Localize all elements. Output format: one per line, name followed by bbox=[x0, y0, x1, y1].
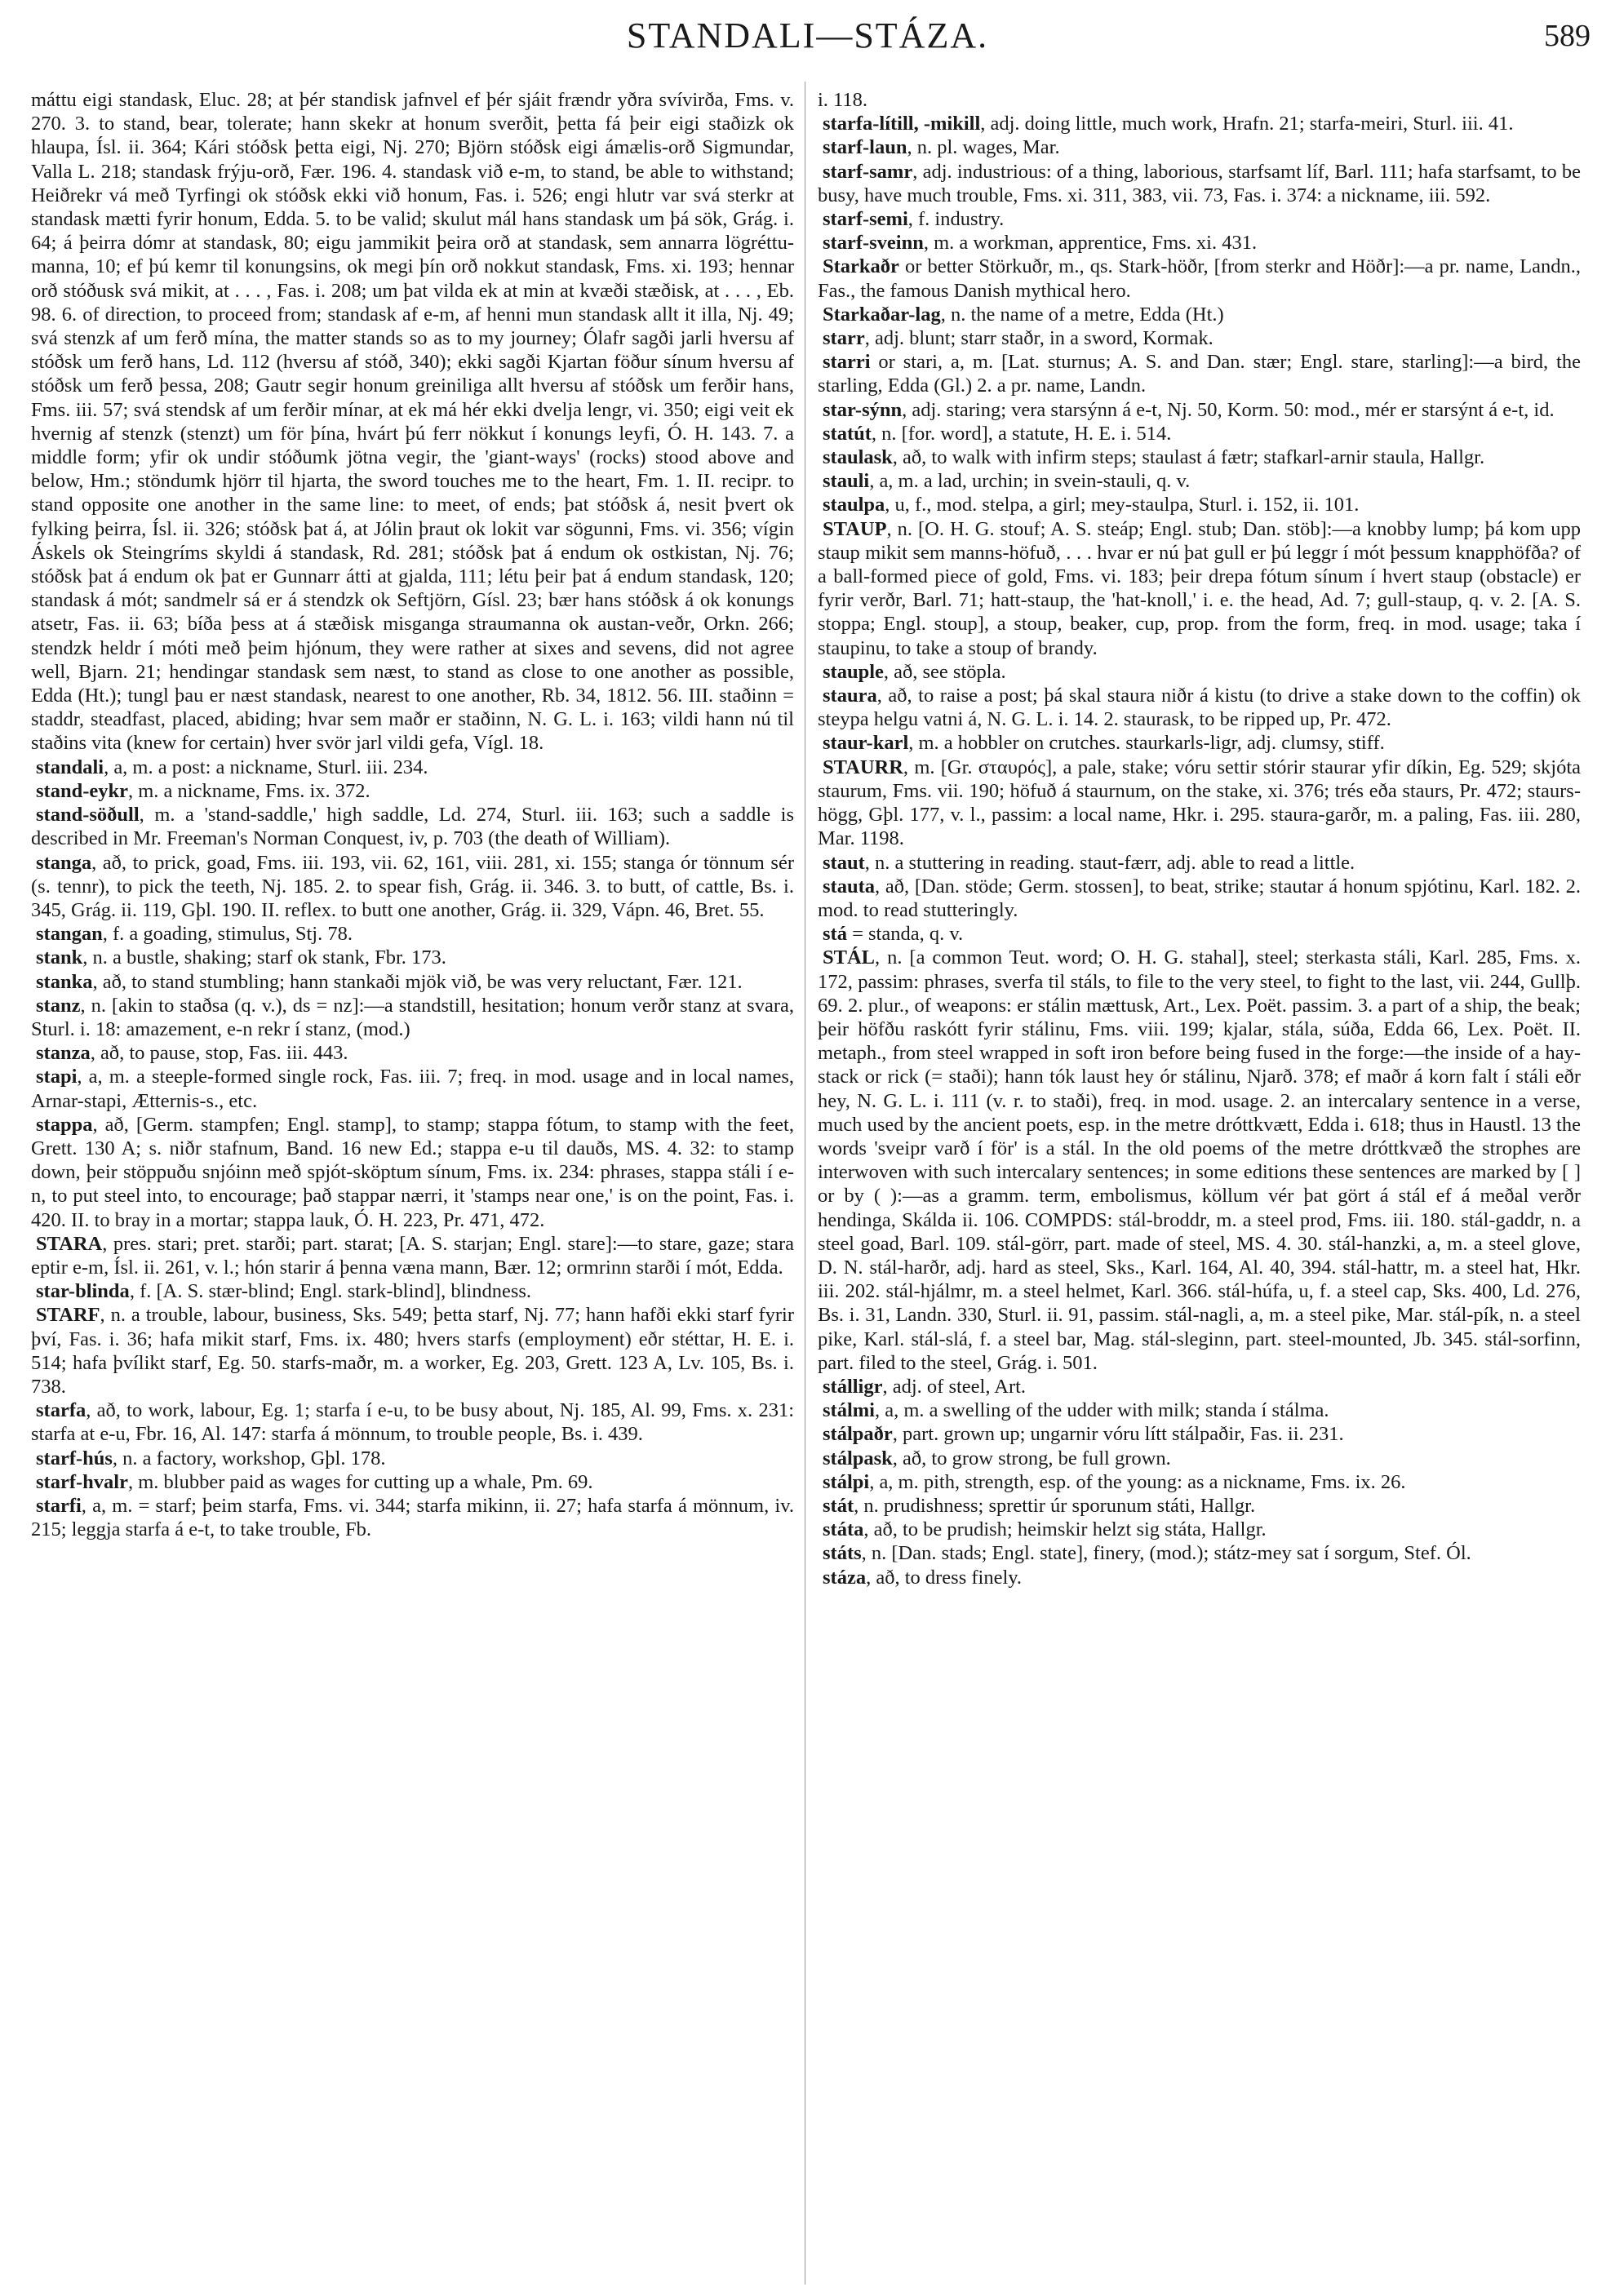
entry-definition: , að, to dress finely. bbox=[866, 1566, 1023, 1589]
dictionary-entry bbox=[31, 946, 794, 969]
dictionary-entry bbox=[818, 922, 1581, 946]
dictionary-entry bbox=[31, 756, 794, 779]
entry-definition: , m. [Gr. σταυρός], a pale, stake; vóru settir stórir staurar yfir díkin, Eg. 529; skjóta staurum, Fms. vii. 190; höfuð á staurnum, on the stake, xi. 376; trés eða staurs, Pr. 472; staurs-högg, Gþl. 177, v. l., passim: a local name, Hkr. i. 295. staura-garðr, m. a paling, Fas. iii. 280, Mar. 1198. bbox=[818, 756, 1581, 850]
dictionary-entry bbox=[31, 1303, 794, 1398]
dictionary-entry bbox=[818, 445, 1581, 469]
entry-headword: starfa bbox=[36, 1399, 87, 1422]
entry-headword: stanza bbox=[36, 1042, 91, 1065]
entry-headword: STARF bbox=[36, 1304, 100, 1327]
entry-definition: , a, m. pith, strength, esp. of the young: as a nickname, Fms. ix. 26. bbox=[869, 1470, 1406, 1493]
dictionary-entry bbox=[818, 255, 1581, 302]
dictionary-entry bbox=[818, 207, 1581, 231]
entry-headword: stanka bbox=[36, 970, 93, 993]
entry-definition: , adj. staring; vera starsýnn á e-t, Nj. 50, Korm. 50: mod., mér er starsýnt á e-t, id. bbox=[902, 398, 1555, 421]
dictionary-entry bbox=[818, 1518, 1581, 1541]
dictionary-entry bbox=[818, 660, 1581, 684]
dictionary-entry bbox=[818, 1422, 1581, 1446]
dictionary-entry bbox=[31, 1447, 794, 1470]
entry-definition: , að, to work, labour, Eg. 1; starfa í e-u, to be busy about, Nj. 185, Al. 99, Fms. x. 231: starfa at e-u, Fbr. 16, Al. 147: starfa á mönnum, to trouble people, Bs. i. 439. bbox=[31, 1399, 794, 1446]
entry-definition: , að, [Germ. stampfen; Engl. stamp], to stamp; stappa fótum, to stamp with the feet, Grett. 130 A; s. niðr stafnum, Band. 16 new Ed.; stappa e-u til dauðs, MS. 4. 32: to stamp down, þeir stöppuðu snjóinn með spjót-sköptum sínum, Fms. ix. 234: phrases, stappa stáli í e-n, to put steel into, to encourage; það stappar nærri, it 'stamps near one,' is on the point, Fas. i. 420. II. to bray in a mortar; stappa lauk, Ó. H. 223, Pr. 471, 472. bbox=[31, 1113, 794, 1231]
entry-definition: , að, see stöpla. bbox=[883, 660, 1006, 683]
dictionary-entry bbox=[818, 684, 1581, 731]
entry-definition: , adj. of steel, Art. bbox=[882, 1375, 1027, 1398]
entry-definition: , a, m. a swelling of the udder with milk; standa í stálma. bbox=[874, 1399, 1329, 1422]
entry-definition: or better Störkuðr, m., qs. Stark-höðr, [from sterkr and Höðr]:—a pr. name, Landn., Fas., the famous Danish mythical hero. bbox=[818, 255, 1581, 302]
entry-definition: , n. a bustle, shaking; starf ok stank, Fbr. 173. bbox=[82, 946, 446, 969]
entry-headword: staut bbox=[823, 851, 865, 874]
entry-headword: staur-karl bbox=[823, 732, 909, 755]
page-header bbox=[0, 15, 1615, 64]
dictionary-entry bbox=[818, 1541, 1581, 1565]
dictionary-entry bbox=[818, 422, 1581, 445]
dictionary-entry bbox=[818, 112, 1581, 135]
entry-headword: staulpa bbox=[823, 494, 885, 516]
entry-definition: , m. a workman, apprentice, Fms. xi. 431. bbox=[923, 232, 1258, 255]
dictionary-entry bbox=[818, 946, 1581, 1375]
entry-definition: , f. [A. S. stær-blind; Engl. stark-blind], blindness. bbox=[129, 1280, 532, 1303]
entry-definition: , n. pl. wages, Mar. bbox=[907, 136, 1060, 159]
entry-definition: , a, m. a lad, urchin; in svein-stauli, q. v. bbox=[869, 470, 1191, 493]
entry-headword: stank bbox=[36, 946, 83, 969]
entry-definition: , adj. blunt; starr staðr, in a sword, Kormak. bbox=[864, 327, 1213, 350]
dictionary-entry bbox=[31, 922, 794, 946]
dictionary-entry bbox=[818, 469, 1581, 493]
entry-definition: , að, to stand stumbling; hann stankaði mjök við, be was very reluctant, Fær. 121. bbox=[92, 970, 743, 993]
entry-headword: Starkaðr bbox=[823, 255, 899, 278]
dictionary-entry bbox=[31, 1494, 794, 1541]
dictionary-entry bbox=[31, 1041, 794, 1065]
dictionary-entry bbox=[31, 994, 794, 1041]
entry-definition: , m. blubber paid as wages for cutting up a whale, Pm. 69. bbox=[127, 1470, 593, 1493]
entry-headword: stangan bbox=[36, 923, 103, 946]
dictionary-entry bbox=[818, 1398, 1581, 1422]
dictionary-entry bbox=[31, 803, 794, 850]
entry-definition: , að, to grow strong, be full grown. bbox=[892, 1447, 1171, 1469]
dictionary-entry bbox=[818, 731, 1581, 755]
entry-headword: stálpi bbox=[823, 1470, 870, 1493]
entry-definition: i. 118. bbox=[818, 89, 868, 111]
entry-headword: starf-laun bbox=[823, 136, 907, 159]
entry-headword: starf-samr bbox=[823, 160, 913, 183]
entry-headword: starfi bbox=[36, 1494, 82, 1517]
dictionary-entry bbox=[818, 1494, 1581, 1518]
dictionary-entry bbox=[31, 1232, 794, 1279]
entry-headword: starfa-lítill, -mikill bbox=[823, 113, 981, 135]
right-column bbox=[818, 88, 1581, 1589]
entry-definition: = standa, q. v. bbox=[846, 923, 964, 946]
entry-headword: STARA bbox=[36, 1232, 103, 1255]
entry-definition: , n. [a common Teut. word; O. H. G. stahal], steel; sterkasta stáli, Karl. 285, Fms. x. 172, passim: phrases, sverfa til stáls, to file to the very steel, to fight to the last, vii. 244, Gullþ. 69. 2. plur., of weapons: er stálin mættusk, Art., Lex. Poët. passim. 3. a part of a ship, the beak; þeir höfðu raskótt fyrir stálinu, Fms. viii. 199; kjalar, stála, súða, Edda 66, Lex. Poët. II. metaph., from steel wrapped in soft iron before being fused in the forge:—the inside of a hay-stack or rick (= staði); hann tók laust hey ór stálinu, Njarð. 378; ef maðr á korn falt í stáli eðr hey, N. G. L. i. 111 (v. r. to staði), freq. in mod. usage. 2. an intercalary sentence in a verse, much used by the ancient poets, esp. in the metre dróttkvætt, Edda i. 618; thus in Haustl. 13 the words 'sveipr varð í för' is a stál. In the old poems of the metre dróttkvæð the strophes are interwoven with such intercalary sentences; in some editions these sentences are marked by [ ] or by ( ):—as a gramm. term, embolismus, köllum vér þat gört á stál ef á meðal verðr hendinga, Skálda ii. 106. COMPDS: stál-broddr, m. a steel prod, Fms. iii. 180. stál-gaddr, n. a steel goad, Barl. 109. stál-görr, part. made of steel, MS. 4. 30. stál-hanzki, a, m. a steel glove, D. N. stál-harðr, adj. hard as steel, Sks., Karl. 164, Al. 40, 394. stál-hattr, m. a steel hat, Hkr. iii. 202. stál-hjálmr, m. a steel helmet, Karl. 366. stál-húfa, u, f. a steel cap, Sks. 400, Ld. 276, Bs. i. 31, Landn. 330, Sturl. ii. 91, passim. stál-nagli, a, m. a steel pike, Mar. stál-pík, n. a steel pike, Karl. stál-slá, f. a steel bar, Mag. stál-sleginn, part. steel-mounted, Jb. 345. stál-sorfinn, part. filed to the steel, Grág. i. 501. bbox=[818, 946, 1581, 1374]
dictionary-entry bbox=[31, 1279, 794, 1303]
entry-headword: státa bbox=[823, 1518, 864, 1541]
dictionary-entry bbox=[818, 303, 1581, 326]
dictionary-entry bbox=[818, 398, 1581, 422]
entry-headword: starf-semi bbox=[823, 208, 908, 231]
entry-headword: starr bbox=[823, 327, 865, 350]
entry-definition: , að, to be prudish; heimskir helzt sig státa, Hallgr. bbox=[863, 1518, 1267, 1541]
dictionary-entry bbox=[818, 160, 1581, 207]
entry-definition: , adj. industrious: of a thing, laborious, starfsamt líf, Barl. 111; hafa starfsamt, to be busy, have much trouble, Fms. xi. 311, 383, vii. 73, Fas. i. 374: a nickname, iii. 592. bbox=[818, 160, 1581, 206]
dictionary-entry bbox=[31, 779, 794, 803]
entry-headword: stauta bbox=[823, 875, 875, 898]
dictionary-entry bbox=[818, 326, 1581, 350]
entry-headword: stauli bbox=[823, 470, 870, 493]
entry-headword: star-sýnn bbox=[823, 398, 903, 421]
dictionary-entry bbox=[818, 135, 1581, 159]
entry-continuation bbox=[31, 88, 794, 756]
entry-definition: , n. prudishness; sprettir úr sporunum státi, Hallgr. bbox=[854, 1494, 1256, 1517]
entry-definition: , að, [Dan. stöde; Germ. stossen], to beat, strike; stautar á honum spjótinu, Karl. 182. 2. mod. to read stutteringly. bbox=[818, 875, 1581, 921]
entry-headword: starf-hús bbox=[36, 1447, 113, 1469]
dictionary-entry bbox=[818, 1375, 1581, 1398]
entry-headword: stálpask bbox=[823, 1447, 893, 1469]
entry-headword: stanga bbox=[36, 851, 92, 874]
entry-headword: statút bbox=[823, 422, 872, 445]
dictionary-entry bbox=[818, 1566, 1581, 1589]
dictionary-entry bbox=[818, 517, 1581, 660]
entry-definition: , a, m. a steeple-formed single rock, Fas. iii. 7; freq. in mod. usage and in local names, Arnar-stapi, Ætternis-s., etc. bbox=[31, 1066, 794, 1112]
entry-definition: , n. the name of a metre, Edda (Ht.) bbox=[940, 303, 1224, 326]
entry-headword: stand-eykr bbox=[36, 779, 128, 802]
left-column bbox=[31, 88, 794, 1541]
entry-headword: starf-hvalr bbox=[36, 1470, 128, 1493]
dictionary-entry bbox=[31, 1113, 794, 1232]
entry-headword: STÁL bbox=[823, 946, 876, 969]
entry-definition: , m. a 'stand-saddle,' high saddle, Ld. 274, Sturl. iii. 163; such a saddle is described in Mr. Freeman's Norman Conquest, iv, p. 703 (the death of William). bbox=[31, 804, 794, 850]
entry-definition: , að, to prick, goad, Fms. iii. 193, vii. 62, 161, viii. 281, xi. 155; stanga ór tönnum sér (s. tennr), to pick the teeth, Nj. 185. 2. to spear fish, Grág. ii. 346. 3. to butt, of cattle, Bs. i. 345, Grág. ii. 119, Gþl. 190. II. reflex. to butt one another, Grág. ii. 329, Vápn. 46, Bret. 55. bbox=[31, 851, 794, 921]
entry-headword: stappa bbox=[36, 1113, 93, 1136]
dictionary-entry bbox=[818, 493, 1581, 516]
dictionary-entry bbox=[31, 1470, 794, 1494]
entry-headword: stálmi bbox=[823, 1399, 875, 1422]
dictionary-entry bbox=[31, 851, 794, 923]
dictionary-entry bbox=[818, 350, 1581, 397]
entry-headword: stá bbox=[823, 923, 847, 946]
entry-definition: , f. industry. bbox=[907, 208, 1005, 231]
entry-headword: starf-sveinn bbox=[823, 232, 924, 255]
entry-headword: standali bbox=[36, 756, 104, 778]
dictionary-entry bbox=[818, 756, 1581, 851]
entry-definition: , n. [for. word], a statute, H. E. i. 514. bbox=[871, 422, 1172, 445]
dictionary-entry bbox=[818, 231, 1581, 255]
dictionary-entry bbox=[818, 851, 1581, 875]
entry-headword: stálpaðr bbox=[823, 1423, 893, 1446]
page-title: STANDALI—STÁZA. bbox=[626, 16, 989, 55]
entry-headword: stapi bbox=[36, 1066, 78, 1088]
dictionary-entry bbox=[31, 1398, 794, 1446]
entry-definition: , u, f., mod. stelpa, a girl; mey-staulpa, Sturl. i. 152, ii. 101. bbox=[885, 494, 1360, 516]
dictionary-entry bbox=[31, 1065, 794, 1112]
entry-definition: , n. [Dan. stads; Engl. state], finery, (mod.); státz-mey sat í sorgum, Stef. Ól. bbox=[861, 1542, 1471, 1565]
entry-definition: , m. a nickname, Fms. ix. 372. bbox=[127, 779, 370, 802]
entry-headword: stand-söðull bbox=[36, 804, 140, 827]
entry-definition: , n. a factory, workshop, Gþl. 178. bbox=[112, 1447, 386, 1469]
entry-headword: star-blinda bbox=[36, 1280, 130, 1303]
entry-definition: , a, m. a post: a nickname, Sturl. iii. 234. bbox=[104, 756, 428, 778]
entry-definition: , f. a goading, stimulus, Stj. 78. bbox=[102, 923, 353, 946]
entry-definition: , m. a hobbler on crutches. staurkarls-ligr, adj. clumsy, stiff. bbox=[908, 732, 1385, 755]
entry-headword: státs bbox=[823, 1542, 862, 1565]
entry-definition: , a, m. = starf; þeim starfa, Fms. vi. 344; starfa mikinn, ii. 27; hafa starfa á mönnum, iv. 215; leggja starfa á e-t, to take trouble, Fb. bbox=[31, 1494, 794, 1541]
entry-headword: stálligr bbox=[823, 1375, 883, 1398]
entry-headword: starri bbox=[823, 351, 871, 374]
entry-definition: , n. [akin to staðsa (q. v.), ds = nz]:—a standstill, hesitation; honum verðr stanz at svara, Sturl. i. 18: amazement, e-n rekr í stanz, (mod.) bbox=[31, 994, 794, 1040]
page-number: 589 bbox=[1544, 19, 1591, 53]
entry-definition: , n. [O. H. G. stouf; A. S. steáp; Engl. stub; Dan. stöb]:—a knobby lump; þá kom upp staup mikit sem manns-höfuð, . . . hvar er nú þat gull er þú leggr í mót þessum knapphöfða? of a ball-formed piece of gold, Fms. vi. 183; þeir drepa fótum sínum í hvert staup (obstacle) er fyrir verðr, Barl. 71; hatt-staup, the 'hat-knoll,' i. e. the head, Ad. 7; gull-staup, q. v. 2. [A. S. stoppa; Engl. stoup], a stoup, beaker, cup, prop. from the form, freq. in mod. usage; taka í staupinu, to take a stoup of brandy. bbox=[818, 517, 1581, 659]
entry-headword: stáza bbox=[823, 1566, 867, 1589]
entry-headword: staura bbox=[823, 685, 877, 707]
entry-definition: or stari, a, m. [Lat. sturnus; A. S. and Dan. stær; Engl. stare, starling]:—a bird, the starling, Edda (Gl.) 2. a pr. name, Landn. bbox=[818, 351, 1581, 397]
entry-definition: , n. a stuttering in reading. staut-færr, adj. able to read a little. bbox=[864, 851, 1355, 874]
entry-headword: staulask bbox=[823, 446, 893, 469]
entry-definition: , pres. stari; pret. starði; part. starat; [A. S. starjan; Engl. stare]:—to stare, gaze; stara eptir e-m, Ísl. ii. 261, v. l.; hón starir á þenna væna mann, Bær. 12; ormrinn starði í mót, Edda. bbox=[31, 1232, 794, 1279]
entry-definition: , að, to pause, stop, Fas. iii. 443. bbox=[90, 1042, 348, 1065]
entry-headword: STAURR bbox=[823, 756, 903, 778]
entry-definition: , að, to raise a post; þá skal staura niðr á kistu (to drive a stake down to the coffin) ok steypa helgu vatni á, N. G. L. i. 14. 2. staurask, to be ripped up, Pr. 472. bbox=[818, 685, 1581, 731]
entry-headword: STAUP bbox=[823, 517, 887, 540]
dictionary-entry bbox=[31, 970, 794, 994]
dictionary-entry bbox=[818, 875, 1581, 922]
entry-headword: stanz bbox=[36, 994, 81, 1017]
entry-definition: , part. grown up; ungarnir vóru lítt stálpaðir, Fas. ii. 231. bbox=[892, 1423, 1344, 1446]
entry-headword: stauple bbox=[823, 660, 884, 683]
entry-definition: , n. a trouble, labour, business, Sks. 549; þetta starf, Nj. 77; hann hafði ekki starf fyrir því, Fas. i. 36; hafa mikit starf, Fms. ix. 480; hvers starfs (employment) eðr stéttar, H. E. i. 514; hafa þvílikt starf, Eg. 50. starfs-maðr, m. a worker, Eg. 203, Grett. 123 A, Lv. 105, Bs. i. 738. bbox=[31, 1304, 794, 1398]
entry-definition: máttu eigi standask, Eluc. 28; at þér standisk jafnvel ef þér sjáit frændr yðra svívirða, Fms. v. 270. 3. to stand, bear, tolerate; hann skekr at honum sverðit, þetta fá þeir eigi staðizk ok hlaupa, Ísl. ii. 364; Kári stóðsk þetta eigi, Nj. 270; Björn stóðsk eigi ámælis-orð Sigmundar, Valla L. 218; standask frýju-orð, Fær. 196. 4. standask við e-m, to stand, be able to withstand; Heiðrekr vá með Tyrfingi ok stóðsk ekki við honum, Fas. i. 526; engi hlutr var svá sterkr at standask mætti fyrir honum, Edda. 5. to be valid; skulut mál hans standask um þá sök, Grág. i. 64; á þeirra dómr at standask, 80; eigu jammikit þeira orð at standask, sem annarra lögréttu-manna, 10; ef þú kemr til konungsins, ok megi þín orð nokkut standask, Fms. xi. 193; hennar orð stóðusk svá mikit, at . . . , Fas. i. 208; um þat vilda ek at min at kvæði stæðisk, at . . . , Eb. 98. 6. of direction, to proceed from; standask af e-m, af henni mun standask allt it illa, Nj. 49; svá stenzk af um ferð mína, the matter stands so as to my journey; Ólafr sagði jarli hversu af stóðsk um ferð hans, Ld. 112 (hversu af stóð, 340); ekki sagði Kjartan föður sínum hversu af stóðsk um ferð þessa, 208; Gautr segir honum greiniliga allt hversu af stóðsk um ferðir hans, Fms. iii. 57; svá stendsk af um ferðir mínar, at ek má hér ekki dvelja lengr, vi. 350; eigi veit ek hvernig af stenzk (stenzt) um för þína, hvárt þú ferr nökkut í konungs leyfi, Ó. H. 143. 7. a middle form; yfir ok undir stóðumk jötna vegir, the 'giant-ways' (rocks) stood above and below, Hm.; stöndumk hjörr til hjarta, the sword touches me to the heart, Fm. 1. II. recipr. to stand opposite one another in the same line: to meet, of ends; þat stóðsk á, nesit þvert ok fylking þeirra, Ísl. ii. 326; stóðsk þat á, at Jólin þraut ok lokit var sögunni, Fms. vi. 356; vígin Áskels ok Steingríms skyldi á standask, Rd. 281; stóðsk þat á endum ok ostkistan, Nj. 76; stóðsk þat á endum ok þat er Gunnarr átti at gjalda, 111; létu þeir þat á endum standask, 120; standask á mót; sandmelr sá er á stendzk ok Seftjörn, Gísl. 23; bær hans stóðsk á ok konungs atsetr, Fas. ii. 63; bíða þess at á stæðisk misganga straumanna ok austan-veðr, Orkn. 266; stendzk heldr í móti með þeim hjónum, they were rather at sixes and sevens, did not agree well, Bjarn. 21; hendingar standask sem næst, to stand as close to one another as possible, Edda (Ht.); tungl þau er næst standask, nearest to one another, Rb. 34, 1812. 56. III. staðinn = staddr, steadfast, placed, abiding; hvar sem maðr er staðinn, N. G. L. i. 163; vildi hann nú til staðins vita (knew for certain) hver svör jarl vildi gefa, Vígl. 18. bbox=[31, 89, 794, 755]
entry-headword: Starkaðar-lag bbox=[823, 303, 941, 326]
entry-headword: stát bbox=[823, 1494, 854, 1517]
dictionary-entry bbox=[818, 1447, 1581, 1470]
entry-continuation bbox=[818, 88, 1581, 112]
dictionary-entry bbox=[818, 1470, 1581, 1494]
entry-definition: , að, to walk with infirm steps; staulast á fætr; stafkarl-arnir staula, Hallgr. bbox=[892, 446, 1485, 469]
entry-definition: , adj. doing little, much work, Hrafn. 21; starfa-meiri, Sturl. iii. 41. bbox=[980, 113, 1514, 135]
